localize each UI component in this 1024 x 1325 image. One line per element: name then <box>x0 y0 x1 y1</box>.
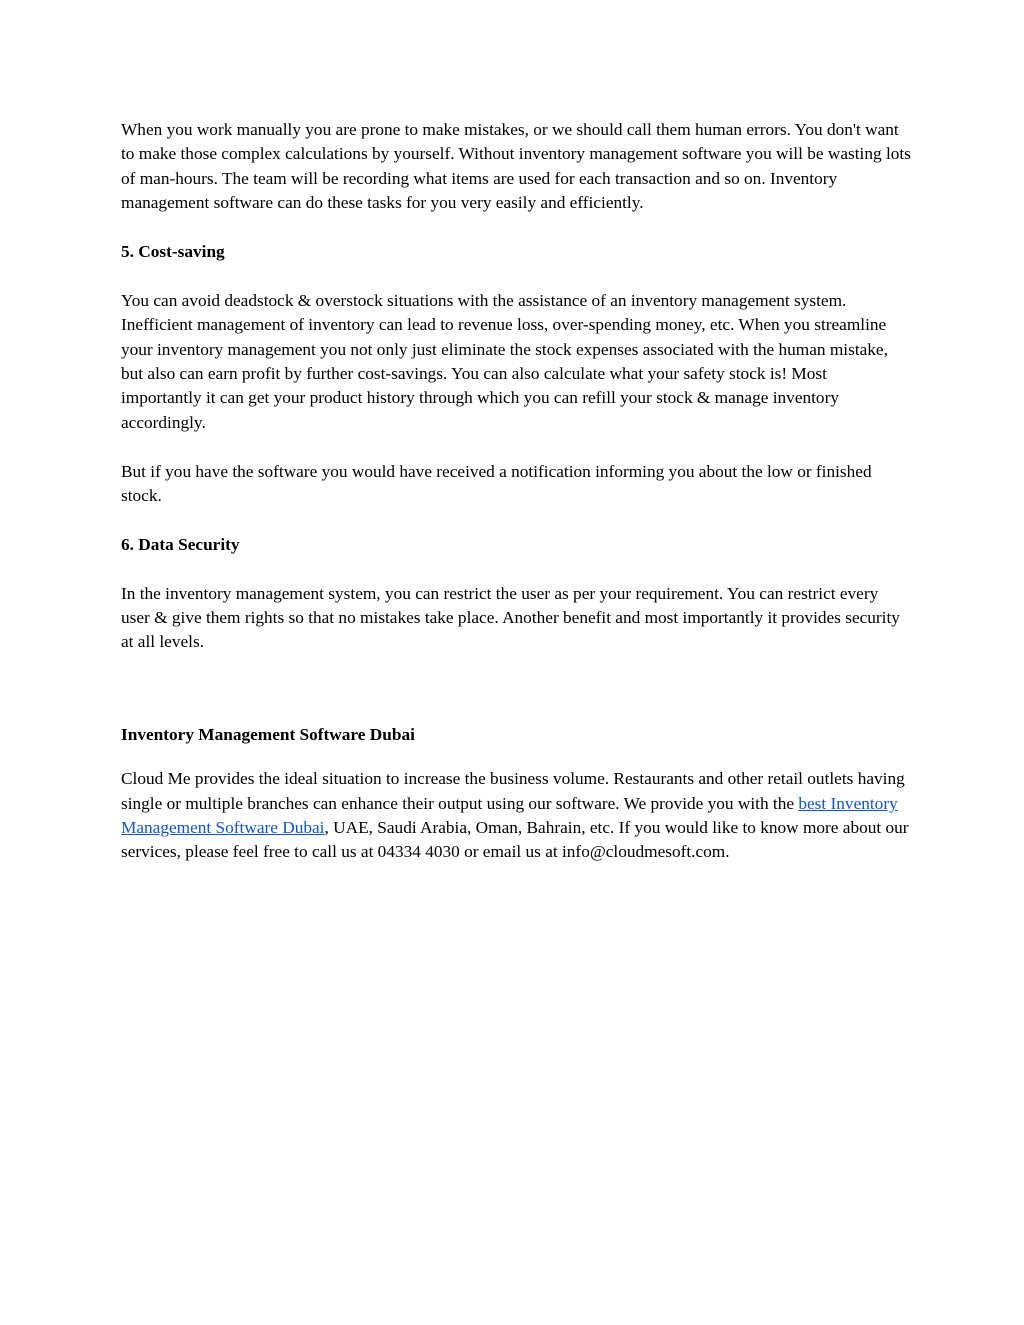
cost-saving-paragraph: You can avoid deadstock & overstock situations with the assistance of an inventory management system. Inefficient management of inventory can lead to revenue loss, over-spending money, etc. When you streamline your inventory management you not only just eliminate the stock expenses associated with the human mistake, but also can earn profit by further cost-savings. You can also calculate what your safety stock is! Most importantly it can get your product history through which you can refill your stock & manage inventory accordingly. <box>121 290 888 432</box>
inventory-software-link[interactable]: best Inventory Management Software Dubai <box>121 793 898 838</box>
data-security-paragraph: In the inventory management system, you can restrict the user as per your requirement. You can restrict every user & give them rights so that no mistakes take place. Another benefit and most importantly it provides security at all levels. <box>121 583 900 652</box>
cost-saving-heading: 5. Cost-saving <box>121 242 225 262</box>
data-security-heading: 6. Data Security <box>121 534 240 554</box>
intro-paragraph: When you work manually you are prone to make mistakes, or we should call them human errors. You don't want to make those complex calculations by yourself. Without inventory management software you will be wasting lots of man-hours. The team will be recording what items are used for each transaction and so on. Inventory management software can do these tasks for you very easily and efficiently. <box>121 120 911 213</box>
document-page <box>121 118 911 865</box>
dubai-heading: Inventory Management Software Dubai <box>121 724 415 744</box>
notification-paragraph: But if you have the software you would have received a notification informing you about the low or finished stock. <box>121 461 872 506</box>
dubai-text-before-link: Cloud Me provides the ideal situation to increase the business volume. Restaurants and other retail outlets having single or multiple branches can enhance their output using our software. We provide you with the <box>121 769 905 813</box>
dubai-paragraph <box>121 767 911 865</box>
dubai-text-after-link: , UAE, Saudi Arabia, Oman, Bahrain, etc. If you would like to know more about our services, please feel free to call us at 04334 4030 or email us at info@cloudmesoft.com. <box>121 818 909 862</box>
